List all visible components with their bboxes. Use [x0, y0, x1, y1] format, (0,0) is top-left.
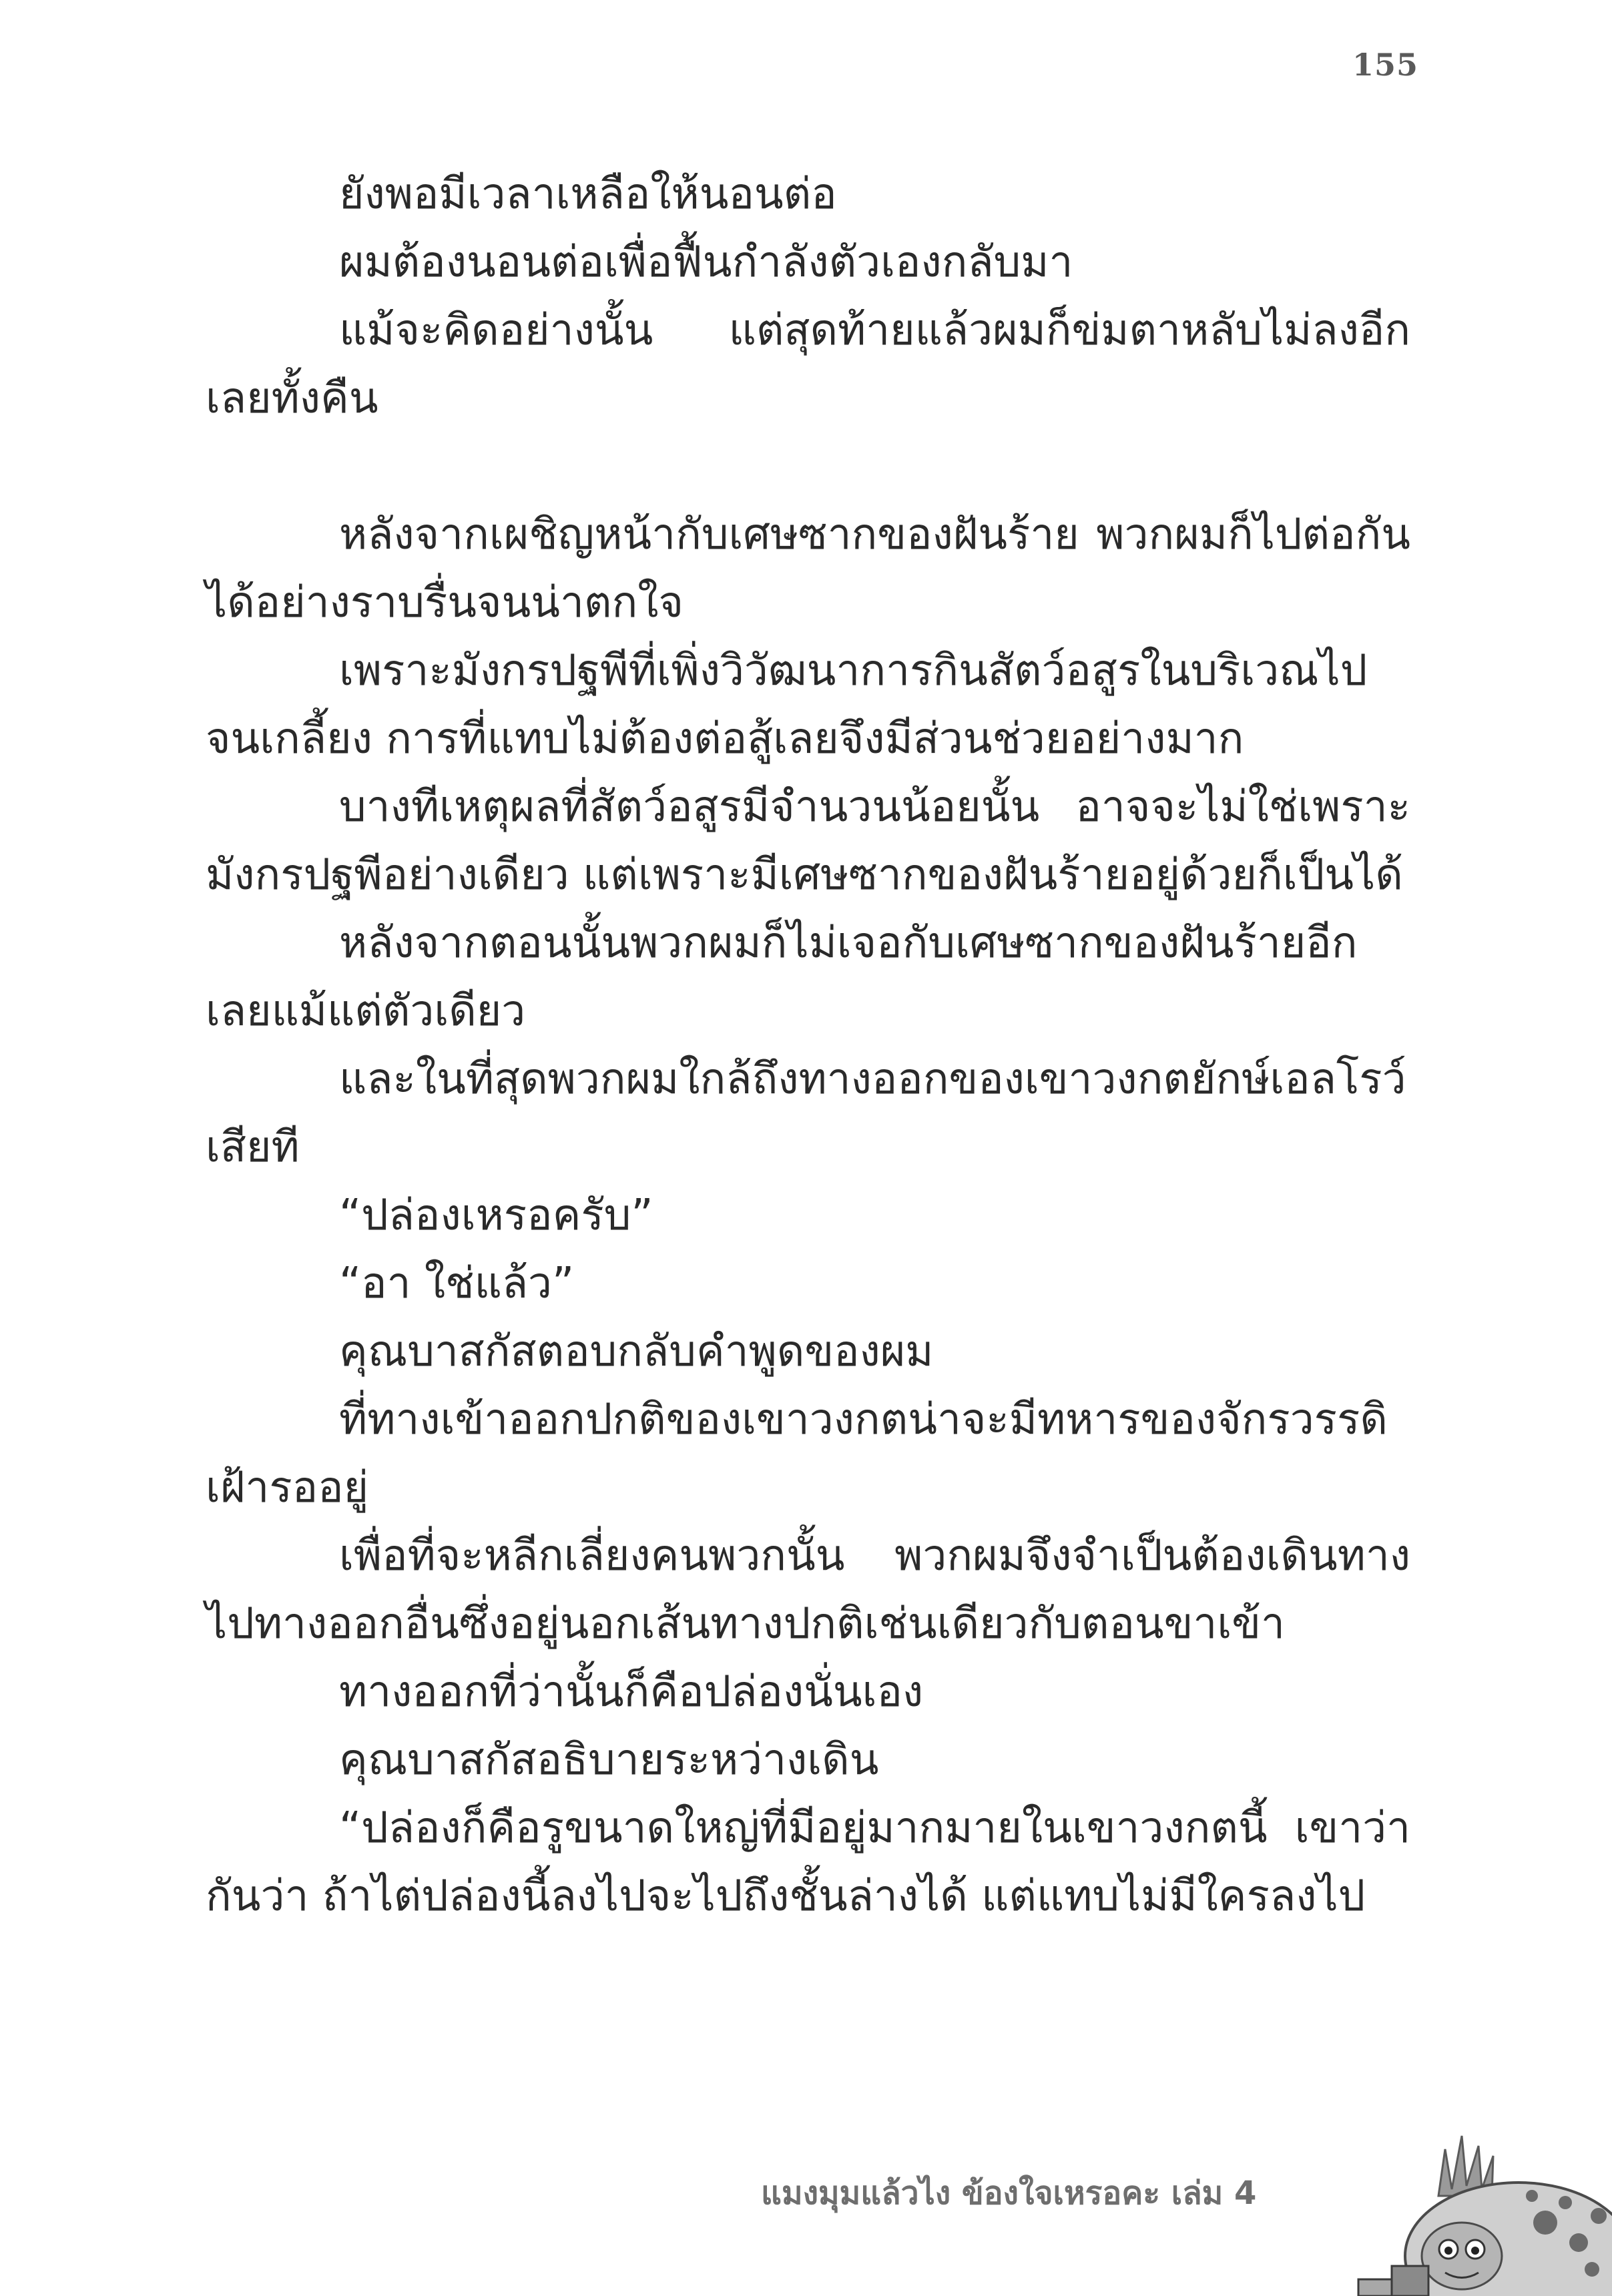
paragraph: “อา ใช่แล้ว” — [339, 1259, 575, 1308]
book-title-footer: แมงมุมแล้วไง ข้องใจเหรอคะ เล่ม 4 — [761, 2175, 1257, 2212]
paragraph: ผมต้องนอนต่อเพื่อฟื้นกำลังตัวเองกลับมา — [339, 238, 1073, 287]
paragraph: “ปล่องเหรอครับ” — [339, 1191, 653, 1240]
paragraph: แม้จะคิดอย่างนั้น แต่สุดท้ายแล้วผมก็ข่มตาหลับไม่ลงอีกเลยทั้งคืน — [206, 306, 1410, 423]
paragraph: “ปล่องก็คือรูขนาดใหญ่ที่มีอยู่มากมายในเขาวงกตนี้ เขาว่ากันว่า ถ้าไต่ปล่องนี้ลงไปจะไปถึงชั้นล่างได้ แต่แทบไม่มีใครลงไป — [206, 1803, 1410, 1921]
paragraph: หลังจากตอนนั้นพวกผมก็ไม่เจอกับเศษซากของฝันร้ายอีกเลยแม้แต่ตัวเดียว — [206, 918, 1358, 1036]
paragraph: หลังจากเผชิญหน้ากับเศษซากของฝันร้าย พวกผมก็ไปต่อกันได้อย่างราบรื่นจนน่าตกใจ — [206, 510, 1410, 627]
paragraph: ยังพอมีเวลาเหลือให้นอนต่อ — [339, 170, 837, 219]
paragraph: เพื่อที่จะหลีกเลี่ยงคนพวกนั้น พวกผมจึงจำเป็นต้องเดินทางไปทางออกอื่นซึ่งอยู่นอกเส้นทางปกติเช่นเดียวกับตอนขาเข้า — [206, 1531, 1410, 1649]
paragraph: บางทีเหตุผลที่สัตว์อสูรมีจำนวนน้อยนั้น อาจจะไม่ใช่เพราะมังกรปฐพีอย่างเดียว แต่เพราะมีเศษซากของฝันร้ายอยู่ด้วยก็เป็นได้ — [206, 782, 1410, 900]
paragraph: ทางออกที่ว่านั้นก็คือปล่องนั่นเอง — [339, 1667, 924, 1717]
paragraph: คุณบาสกัสอธิบายระหว่างเดิน — [339, 1735, 879, 1785]
paragraph: คุณบาสกัสตอบกลับคำพูดของผม — [339, 1327, 934, 1376]
spider-monster-illustration-icon — [1345, 2122, 1612, 2296]
paragraph: และในที่สุดพวกผมใกล้ถึงทางออกของเขาวงกตยักษ์เอลโรว์เสียที — [206, 1055, 1406, 1172]
page-number: 155 — [1352, 47, 1418, 83]
paragraph: เพราะมังกรปฐพีที่เพิ่งวิวัฒนาการกินสัตว์อสูรในบริเวณไปจนเกลี้ยง การที่แทบไม่ต้องต่อสู้เลยจึงมีส่วนช่วยอย่างมาก — [206, 646, 1368, 764]
paragraph: ที่ทางเข้าออกปกติของเขาวงกตน่าจะมีทหารของจักรวรรดิเฝ้ารออยู่ — [206, 1395, 1388, 1512]
body-text — [206, 160, 1410, 1930]
